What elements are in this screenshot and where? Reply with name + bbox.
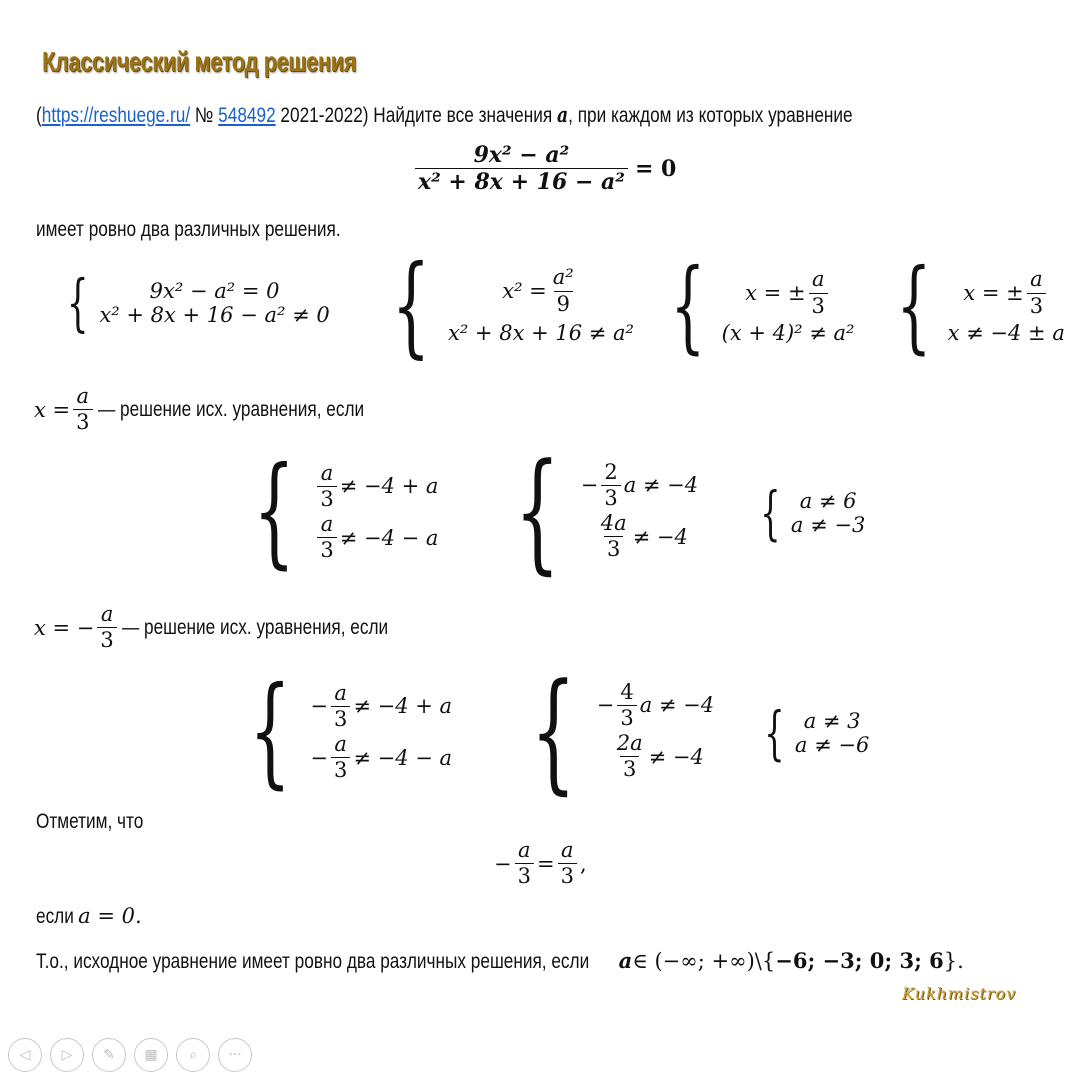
problem-id-link[interactable]: 548492 — [218, 104, 276, 127]
next-slide-icon[interactable]: ▷ — [50, 1038, 84, 1072]
answer-line: Т.о., исходное уравнение имеет ровно два различных решения, если a ∈ (−∞; +∞)\{ −6; −3; 0; 3; 6 }. — [36, 948, 964, 973]
author-signature: Kukhmistrov — [902, 984, 1017, 1003]
system-3: { x = ± $\frac{a}{3}$ (x + 4)² ≠ a² — [670, 247, 855, 364]
page-title: Классический метод решения — [42, 46, 357, 77]
zoom-icon[interactable]: ⌕ — [176, 1038, 210, 1072]
slides-grid-icon[interactable]: ▦ — [134, 1038, 168, 1072]
system-2: { x² = $\frac{\text{a²}}{9}$ x² + 8x + 16 ≠ a² — [391, 241, 634, 369]
problem-statement: (https://reshuege.ru/ № 548492 2021-2022) Найдите все значения a, при каждом из которых уравнение — [36, 102, 853, 127]
case2-heading: x = − $\frac{a}{3}$ — решение исх. уравнения, если — [34, 602, 388, 653]
case2-system-b: { − $\frac{4}{3}$ a ≠ −4 $\frac{2a}{3}$ ≠ −4 — [530, 655, 715, 807]
case2-system-a: { − $\frac{a}{3}$ ≠ −4 + a − $\frac{a}{3}$ ≠ −4 − a — [249, 662, 453, 801]
case1-system-b: { − $\frac{2}{3}$ a ≠ −4 $\frac{4a}{3}$ ≠ −4 — [514, 435, 699, 587]
condition-text: имеет ровно два различных решения. — [36, 218, 341, 241]
case1-heading: x = $\frac{a}{3}$ — решение исх. уравнения, если — [34, 384, 364, 435]
main-equation — [412, 142, 676, 196]
case1-system-a: { $\frac{a}{3}$ ≠ −4 + a $\frac{a}{3}$ ≠ −4 − a — [253, 442, 439, 581]
if-a-zero: если a = 0. — [36, 904, 142, 928]
note-text: Отметим, что — [36, 810, 144, 833]
param-a: a — [556, 102, 569, 127]
answer-set: −6; −3; 0; 3; 6 — [775, 948, 944, 973]
prev-slide-icon[interactable]: ◁ — [8, 1038, 42, 1072]
equation-denominator: x² + 8x + 16 − a² — [415, 168, 628, 195]
system-1: { 9x² − a² = 0 x² + 8x + 16 − a² ≠ 0 — [66, 266, 330, 339]
note-equation: − $\frac{a}{3}$ = $\frac{a}{3}$ , — [494, 838, 587, 889]
equation-rhs: = 0 — [634, 155, 677, 182]
pen-icon[interactable]: ✎ — [92, 1038, 126, 1072]
reshuege-link[interactable]: https://reshuege.ru/ — [41, 104, 191, 127]
system-4: { x = ± $\frac{a}{3}$ x ≠ −4 ± a — [896, 247, 1065, 364]
equation-numerator: 9x² − a² — [473, 142, 570, 168]
case1-system-c: { a ≠ 6 a ≠ −3 — [760, 479, 866, 547]
case2-system-c: { a ≠ 3 a ≠ −6 — [764, 699, 870, 767]
slideshow-toolbar — [8, 1038, 252, 1072]
more-options-icon[interactable]: ··· — [218, 1038, 252, 1072]
